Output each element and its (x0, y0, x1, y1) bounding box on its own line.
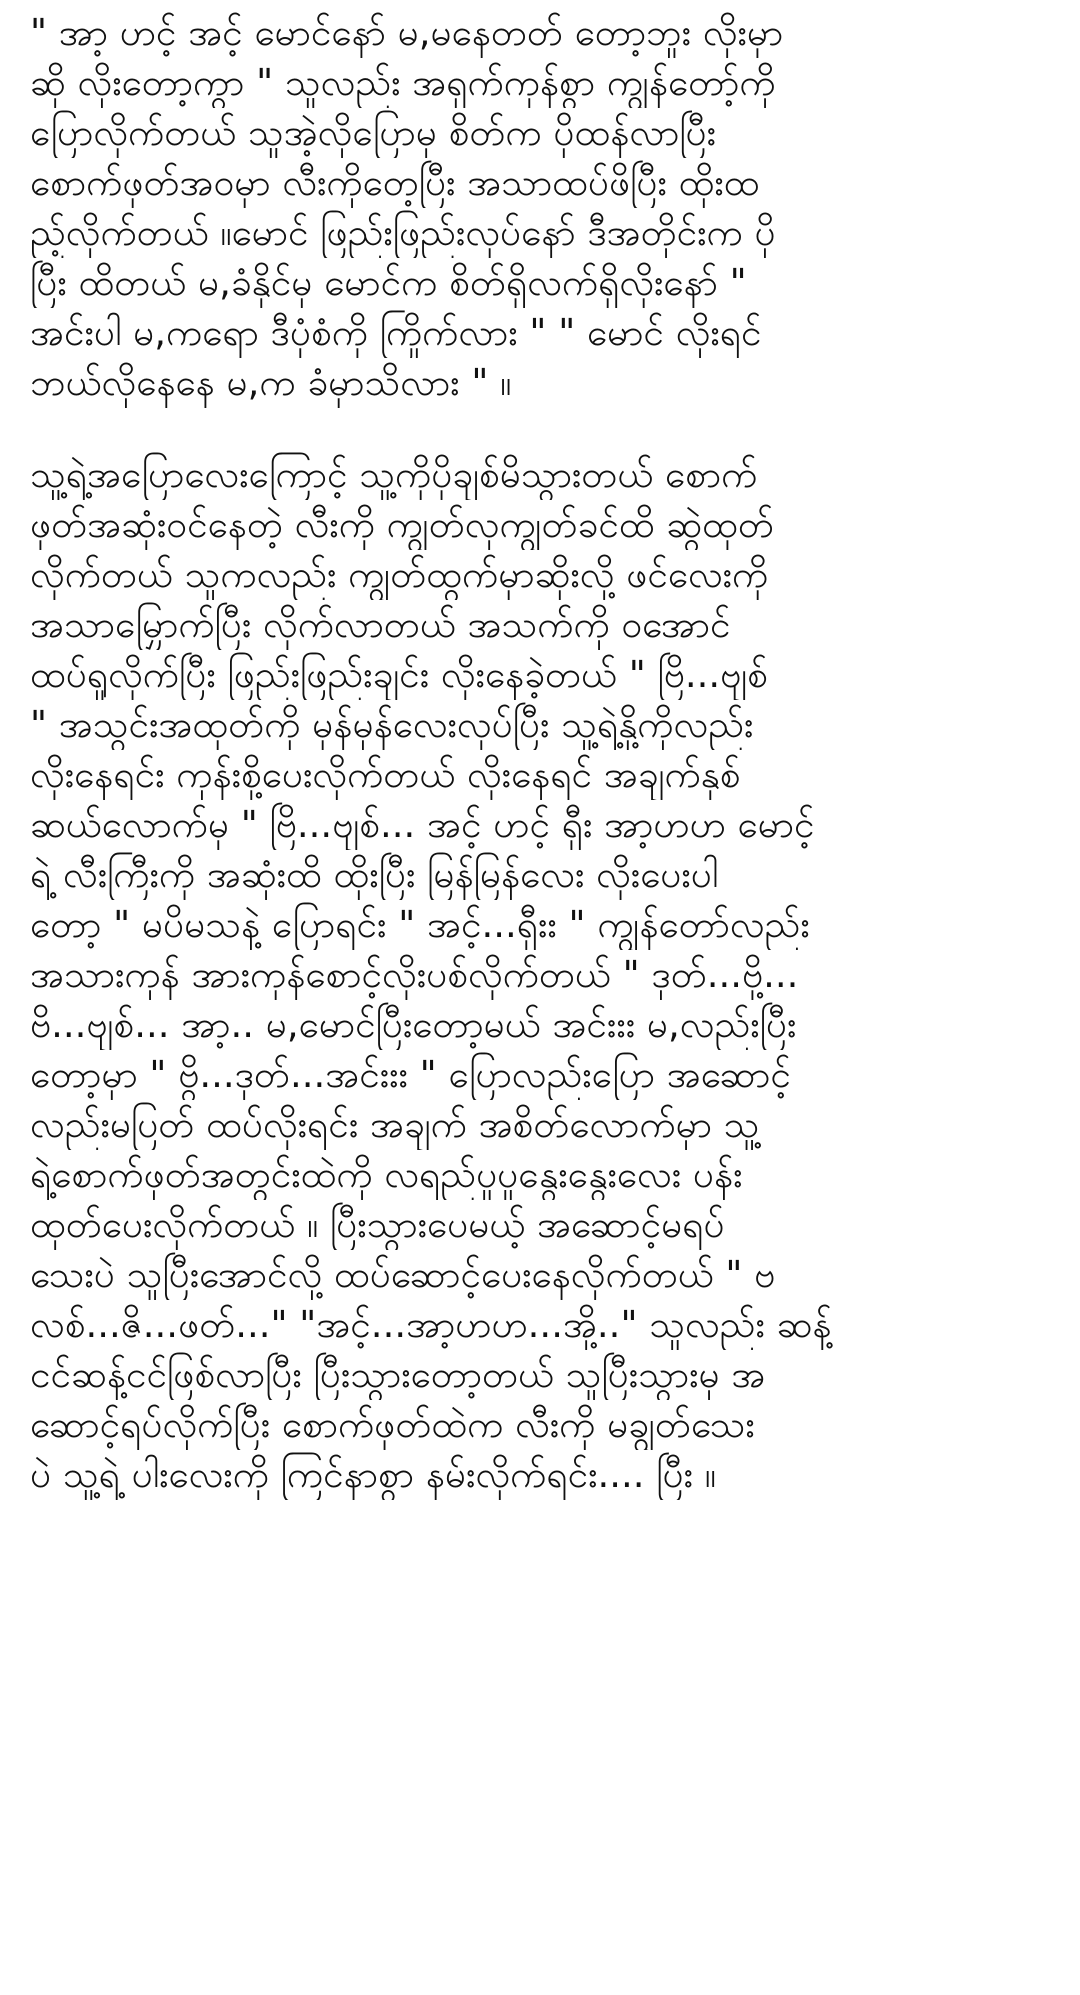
story-line: လိုက်တယ် သူကလည်း ကျွတ်ထွက်မှာဆိုးလို့ ဖင်လေးကို (30, 553, 769, 596)
story-line: ဗိ...ဗျစ်... အာ့.. မ,မောင်ပြီးတော့မယ် အင်းးး မ,လည်းပြီး (30, 1003, 797, 1046)
story-line: ငင်ဆန့်ငင်ဖြစ်လာပြီး ပြီးသွားတော့တယ် သူပြီးသွားမှ အ (30, 1353, 766, 1396)
story-line: အင်းပါ မ,ကရော ဒီပုံစံကို ကြိုက်လား " " မောင် လိုးရင် (30, 311, 762, 354)
story-line: ဖုတ်အဆုံးဝင်နေတဲ့ လီးကို ကျွတ်လုကျွတ်ခင်ထိ ဆွဲထုတ် (30, 503, 774, 546)
story-line: သူ့ရဲ့အပြောလေးကြောင့် သူ့ကိုပိုချစ်မိသွားတယ် စောက် (30, 453, 758, 496)
story-line: ဆောင့်ရပ်လိုက်ပြီး စောက်ဖုတ်ထဲက လီးကို မချွတ်သေး (30, 1403, 755, 1446)
story-line: ပဲ သူ့ရဲ့ ပါးလေးကို ကြင်နာစွာ နမ်းလိုက်ရင်း.... ပြီး ။ (30, 1453, 716, 1496)
story-line: " အာ့ ဟင့် အင့် မောင်နော် မ,မနေတတ် တော့ဘူး လိုးမှာ (30, 11, 784, 54)
story-line: " အသွင်းအထုတ်ကို မှန်မှန်လေးလုပ်ပြီး သူ့ရဲ့နို့ကိုလည်း (30, 703, 754, 746)
story-line: ထုတ်ပေးလိုက်တယ် ။ ပြီးသွားပေမယ့် အဆောင့်မရပ် (30, 1203, 725, 1246)
story-line: လည်းမပြတ် ထပ်လိုးရင်း အချက် အစိတ်လောက်မှာ သူ့ (30, 1103, 760, 1146)
story-line: တော့မှာ " ဗွိ...ဒုတ်...အင်းးး " ပြောလည်းပြော အဆောင့် (30, 1053, 791, 1096)
paragraph-gap (30, 408, 1050, 450)
story-line: ဆို လိုးတော့ကွာ " သူလည်း အရှက်ကုန်စွာ ကျွန်တော့်ကို (30, 61, 776, 104)
story-line: ရဲ့စောက်ဖုတ်အတွင်းထဲကို လရည်ပူပူနွေးနွေးလေး ပန်း (30, 1153, 743, 1196)
story-line: ပြောလိုက်တယ် သူအဲ့လိုပြောမှ စိတ်က ပိုထန်လာပြီး (30, 111, 717, 154)
story-line: စောက်ဖုတ်အဝမှာ လီးကိုတေ့ပြီး အသာထပ်ဖိပြီး ထိုးထ (30, 161, 760, 204)
story-line: ရဲ့ လီးကြီးကို အဆုံးထိ ထိုးပြီး မြန်မြန်လေး လိုးပေးပါ (30, 853, 719, 896)
story-line: ည့်လိုက်တယ် ။မောင် ဖြည်းဖြည်းလုပ်နော် ဒီအတိုင်းက ပို (30, 211, 776, 254)
story-line: လိုးနေရင်း ကုန်းစို့ပေးလိုက်တယ် လိုးနေရင် အချက်နှစ် (30, 753, 741, 796)
story-line: လစ်...ဇိ...ဖတ်..." "အင့်...အာ့ဟဟ...အို့.." သူလည်း ဆန့် (30, 1303, 832, 1346)
story-line: သေးပဲ သူပြီးအောင်လို့ ထပ်ဆောင့်ပေးနေလိုက်တယ် " ဗ (30, 1253, 776, 1296)
story-line: ဘယ်လိုနေနေ မ,က ခံမှာသိလား " ။ (30, 361, 512, 404)
story-paragraph (30, 8, 1050, 408)
story-line: ထပ်ရှုလိုက်ပြီး ဖြည်းဖြည်းချင်း လိုးနေခဲ့တယ် " ဗြိ...ဗျစ် (30, 653, 768, 696)
story-line: အသားကုန် အားကုန်စောင့်လိုးပစ်လိုက်တယ် " ဒုတ်...ဗို့... (30, 953, 799, 996)
story-line: ပြီး ထိတယ် မ,ခံနိုင်မှ မောင်က စိတ်ရှိလက်ရှိလိုးနော် " (30, 261, 747, 304)
story-line: တော့ " မပိမသနဲ့ ပြောရင်း " အင့်...ရှီးး " ကျွန်တော်လည်း (30, 903, 810, 946)
story-paragraph (30, 450, 1050, 1500)
story-line: အသာမြှောက်ပြီး လိုက်လာတယ် အသက်ကို ဝအောင် (30, 603, 731, 646)
story-line: ဆယ်လောက်မှ " ဗြိ...ဗျစ်... အင့် ဟင့် ရှီး အာ့ဟဟ မောင့် (30, 803, 815, 846)
